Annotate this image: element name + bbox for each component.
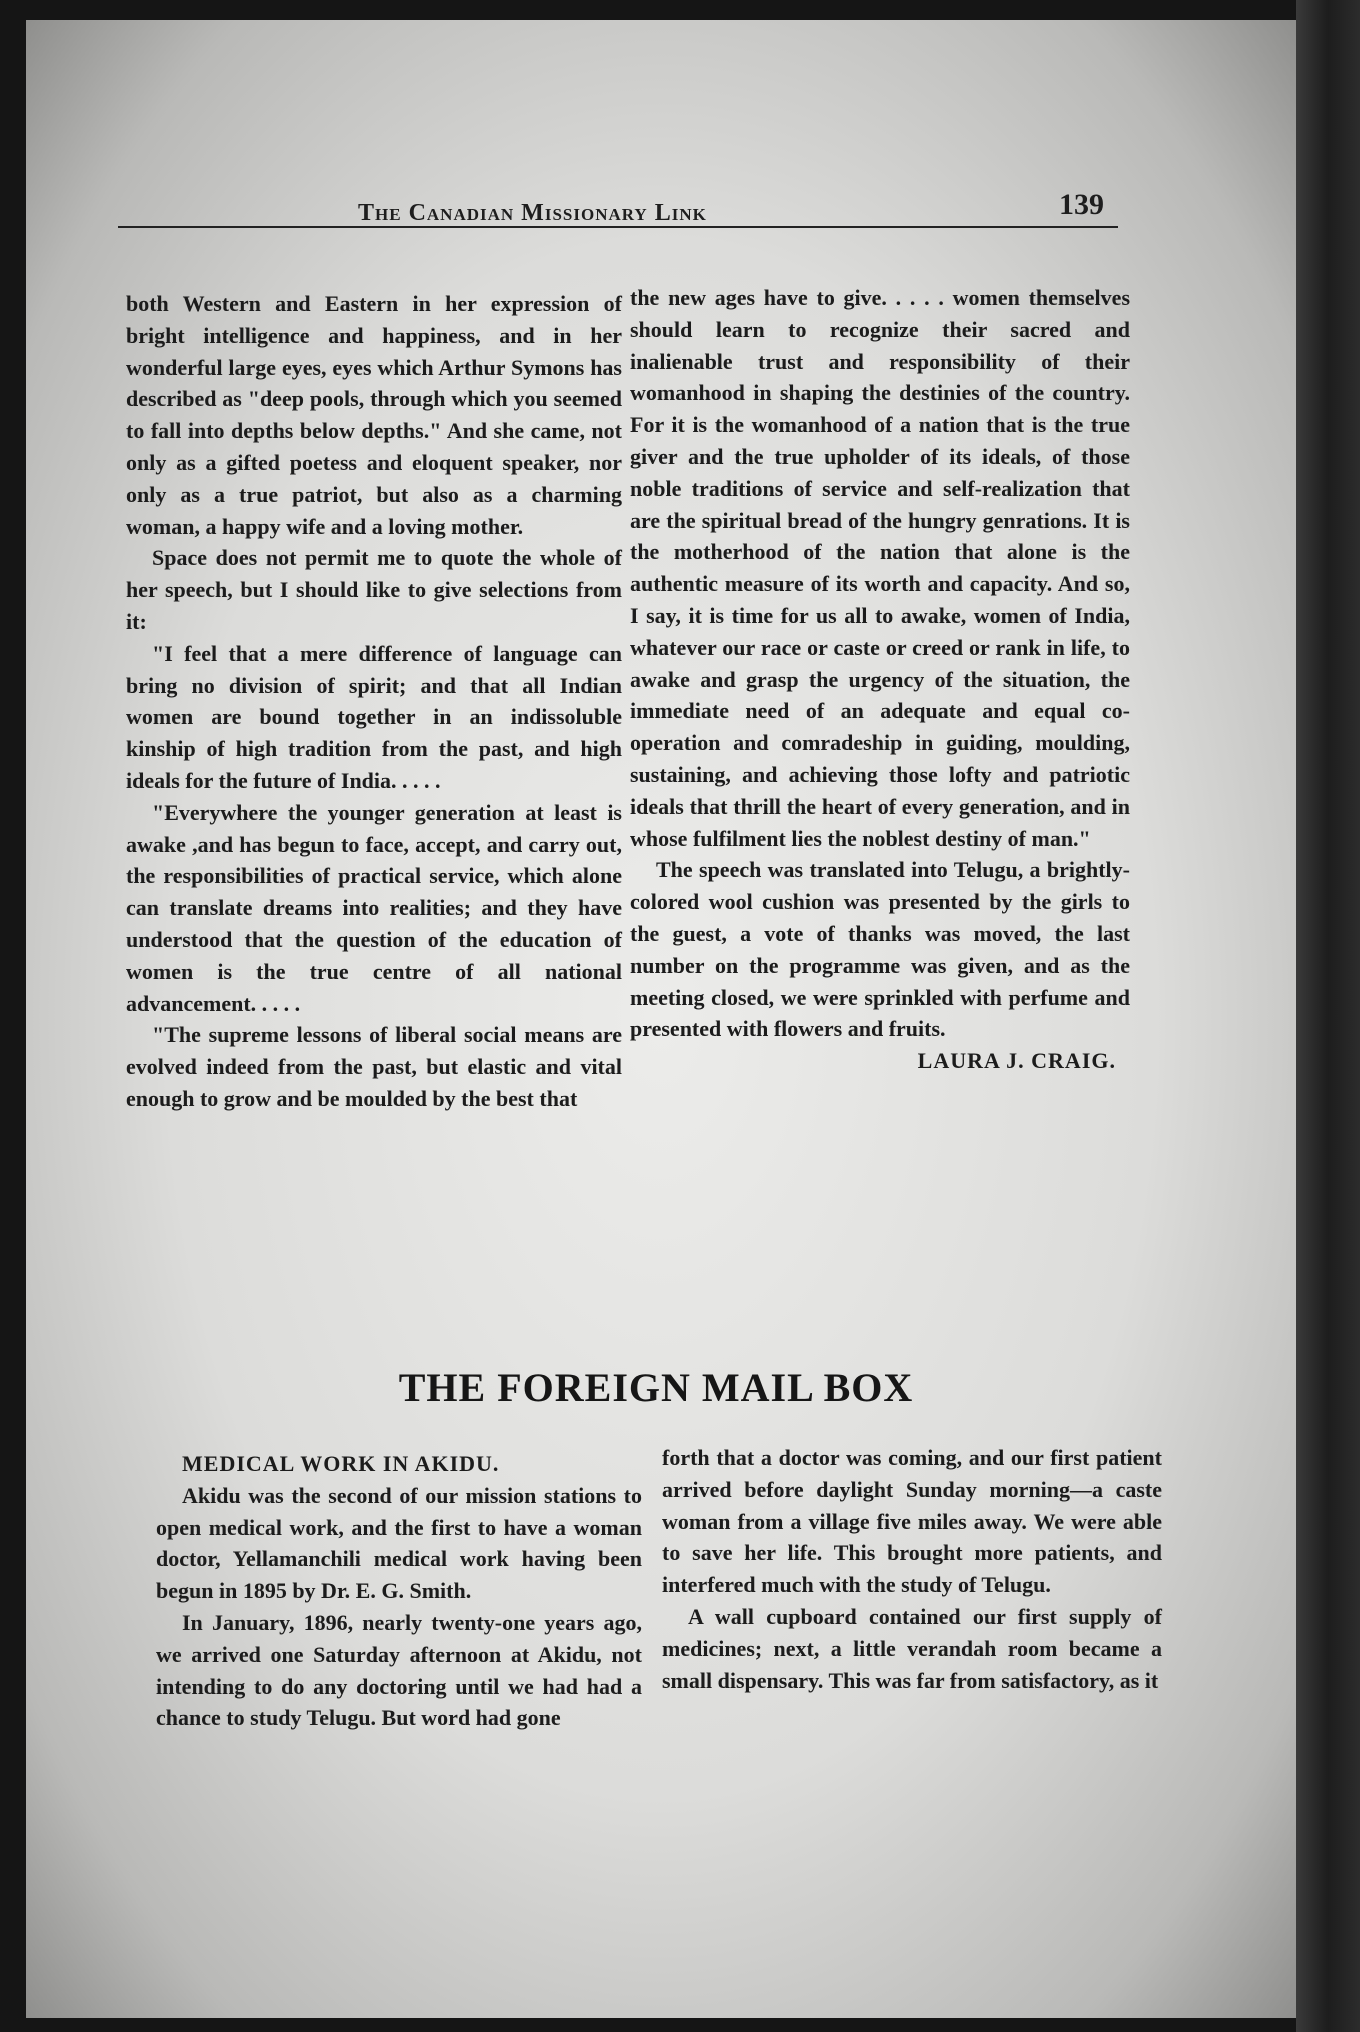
paragraph: the new ages have to give. . . . . women themselves should learn to recognize their sacred and inalienable trust and responsibility of their womanhood in shaping the destinies of the country. For it is the womanhood of a nation that is the true giver and the true upholder of its ideals, of those noble traditions of service and self-realization that are the spiritual bread of the hungry genrations. It is the motherhood of the nation that alone is the authentic measure of its worth and capacity. And so, I say, it is time for us all to awake, women of India, whatever our race or caste or creed or rank in life, to awake and grasp the urgency of the situation, the immediate need of an adequate and equal co-operation and comradeship in guiding, moulding, sustaining, and achieving those lofty and patriotic ideals that thrill the heart of every generation, and in whose fulfilment lies the noblest destiny of man." — [630, 285, 1130, 851]
paragraph: In January, 1896, nearly twenty-one years ago, we arrived one Saturday afternoon at Akidu, not intending to do any doctoring until we had had a chance to study Telugu. But word had gone — [156, 1609, 642, 1731]
article-column-right — [630, 282, 1130, 1077]
book-binding-edge — [1296, 0, 1360, 2032]
author-signature: LAURA J. CRAIG. — [917, 1048, 1116, 1074]
page-number: 139 — [1059, 188, 1104, 221]
page-header — [118, 170, 1118, 228]
paragraph: Akidu was the second of our mission stations to open medical work, and the first to have a woman doctor, Yellamanchili medical work having been begun in 1895 by Dr. E. G. Smith. — [156, 1482, 642, 1604]
paragraph: both Western and Eastern in her expression of bright intelligence and happiness, and in her wonderful large eyes, eyes which Arthur Symons has described as "deep pools, through which you seemed to fall into depths below depths." And she came, not only as a gifted poetess and eloquent speaker, nor only as a true patriot, but also as a charming woman, a happy wife and a loving mother. — [126, 291, 622, 539]
subheading: MEDICAL WORK IN AKIDU. — [182, 1451, 500, 1476]
paragraph: forth that a doctor was coming, and our first patient arrived before daylight Sunday morning—a caste woman from a village five miles away. We were able to save her life. This brought more patients, and interfered much with the study of Telugu. — [662, 1445, 1162, 1598]
paragraph: A wall cupboard contained our first supply of medicines; next, a little verandah room became a small dispensary. This was far from satisfactory, as it — [662, 1603, 1162, 1693]
paragraph: The speech was translated into Telugu, a brightly-colored wool cushion was presented by the girls to the guest, a vote of thanks was moved, the last number on the programme was given, and as the meeting closed, we were sprinkled with perfume and presented with flowers and fruits. — [630, 857, 1130, 1042]
paragraph: "Everywhere the younger generation at least is awake ,and has begun to face, accept, and carry out, the responsibilities of practical service, which alone can translate dreams into realities; and they have understood that the question of the education of women is the true centre of all national advancement. . . . . — [126, 799, 622, 1016]
magazine-page — [26, 20, 1296, 2018]
section-title: THE FOREIGN MAIL BOX — [398, 1365, 914, 1410]
article-column-left — [126, 288, 622, 1115]
section-column-left — [156, 1448, 642, 1734]
section-column-right — [662, 1442, 1162, 1696]
paragraph: Space does not permit me to quote the whole of her speech, but I should like to give selections from it: — [126, 545, 622, 634]
paragraph: "The supreme lessons of liberal social means are evolved indeed from the past, but elastic and vital enough to grow and be moulded by the best that — [126, 1022, 622, 1111]
running-title: The Canadian Missionary Link — [358, 200, 707, 226]
paragraph: "I feel that a mere difference of language can bring no division of spirit; and that all Indian women are bound together in an indissoluble kinship of high tradition from the past, and high ideals for the future of India. . . . . — [126, 640, 622, 793]
